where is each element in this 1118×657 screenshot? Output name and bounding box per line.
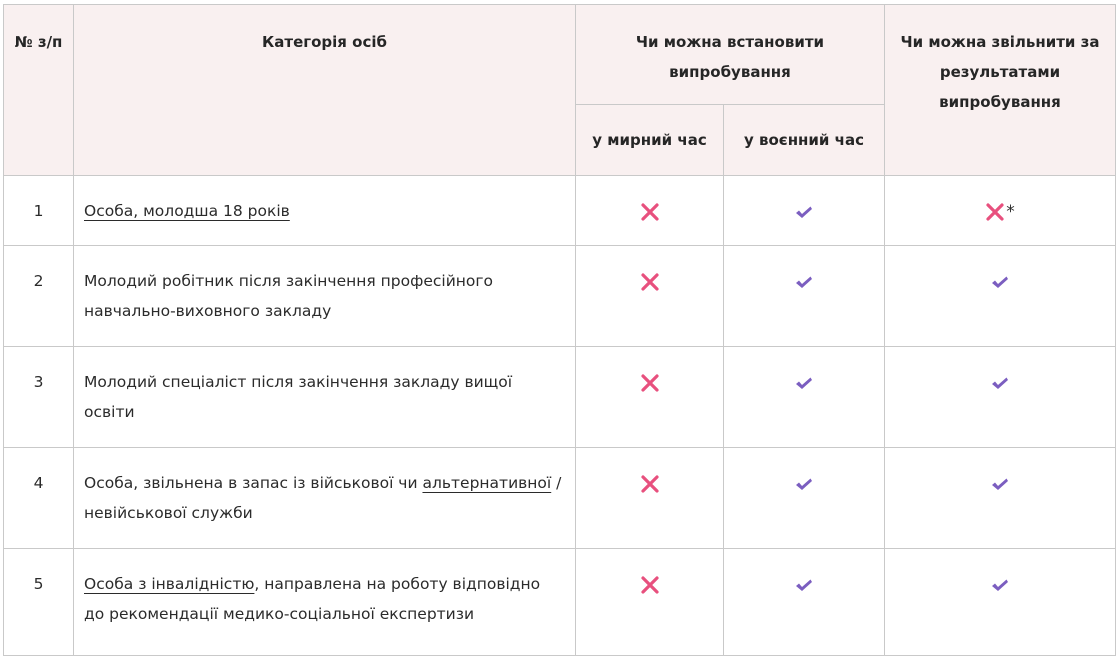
war-mark bbox=[724, 176, 885, 246]
footnote-mark: * bbox=[1006, 201, 1015, 222]
check-icon bbox=[990, 373, 1010, 393]
row-number: 2 bbox=[4, 246, 74, 347]
table-row bbox=[4, 176, 1116, 246]
check-icon bbox=[794, 373, 814, 393]
category-link[interactable]: Особа, молодша 18 років bbox=[84, 202, 290, 220]
dismiss-mark bbox=[885, 448, 1116, 549]
category-text: , направлена на роботу відповідно до рекомендації медико-соціальної експертизи bbox=[84, 575, 541, 623]
category-text: Молодий робітник після закінчення професійного навчально-виховного закладу bbox=[84, 272, 494, 320]
category-text: Молодий спеціаліст після закінчення закладу вищої освіти bbox=[84, 373, 513, 421]
header-war: у воєнний час bbox=[724, 105, 885, 176]
war-mark bbox=[724, 347, 885, 448]
header-num: № з/п bbox=[4, 5, 74, 176]
row-category bbox=[74, 347, 576, 448]
cross-icon bbox=[640, 202, 660, 222]
table-row bbox=[4, 246, 1116, 347]
table-row bbox=[4, 549, 1116, 656]
category-link[interactable]: Особа з інвалідністю bbox=[84, 575, 255, 593]
row-category bbox=[74, 448, 576, 549]
row-number: 5 bbox=[4, 549, 74, 656]
row-category bbox=[74, 246, 576, 347]
row-category bbox=[74, 176, 576, 246]
table-row bbox=[4, 347, 1116, 448]
cross-icon bbox=[640, 272, 660, 292]
dismiss-mark bbox=[885, 347, 1116, 448]
row-number: 3 bbox=[4, 347, 74, 448]
check-icon bbox=[990, 474, 1010, 494]
dismiss-mark bbox=[885, 549, 1116, 656]
header-can-dismiss: Чи можна звільнити за результатами випробування bbox=[885, 5, 1116, 176]
cross-icon bbox=[640, 474, 660, 494]
dismiss-mark bbox=[885, 246, 1116, 347]
table-body bbox=[4, 176, 1116, 656]
header-peace: у мирний час bbox=[576, 105, 724, 176]
check-icon bbox=[794, 202, 814, 222]
row-number: 1 bbox=[4, 176, 74, 246]
peace-mark bbox=[576, 176, 724, 246]
check-icon bbox=[794, 272, 814, 292]
check-icon bbox=[794, 575, 814, 595]
category-link[interactable]: альтернативної bbox=[422, 474, 552, 492]
war-mark bbox=[724, 448, 885, 549]
cross-icon bbox=[985, 202, 1005, 222]
peace-mark bbox=[576, 347, 724, 448]
row-category bbox=[74, 549, 576, 656]
peace-mark bbox=[576, 448, 724, 549]
table-row bbox=[4, 448, 1116, 549]
cross-icon bbox=[640, 575, 660, 595]
probation-table bbox=[3, 4, 1116, 656]
cross-icon bbox=[640, 373, 660, 393]
check-icon bbox=[794, 474, 814, 494]
war-mark bbox=[724, 549, 885, 656]
dismiss-mark bbox=[885, 176, 1116, 246]
war-mark bbox=[724, 246, 885, 347]
peace-mark bbox=[576, 246, 724, 347]
peace-mark bbox=[576, 549, 724, 656]
category-text: Особа, звільнена в запас із військової чи bbox=[84, 474, 423, 492]
check-icon bbox=[990, 272, 1010, 292]
header-can-set: Чи можна встановити випробування bbox=[576, 5, 885, 105]
row-number: 4 bbox=[4, 448, 74, 549]
category-text: / невійськової служби bbox=[84, 474, 562, 522]
check-icon bbox=[990, 575, 1010, 595]
header-category: Категорія осіб bbox=[74, 5, 576, 176]
